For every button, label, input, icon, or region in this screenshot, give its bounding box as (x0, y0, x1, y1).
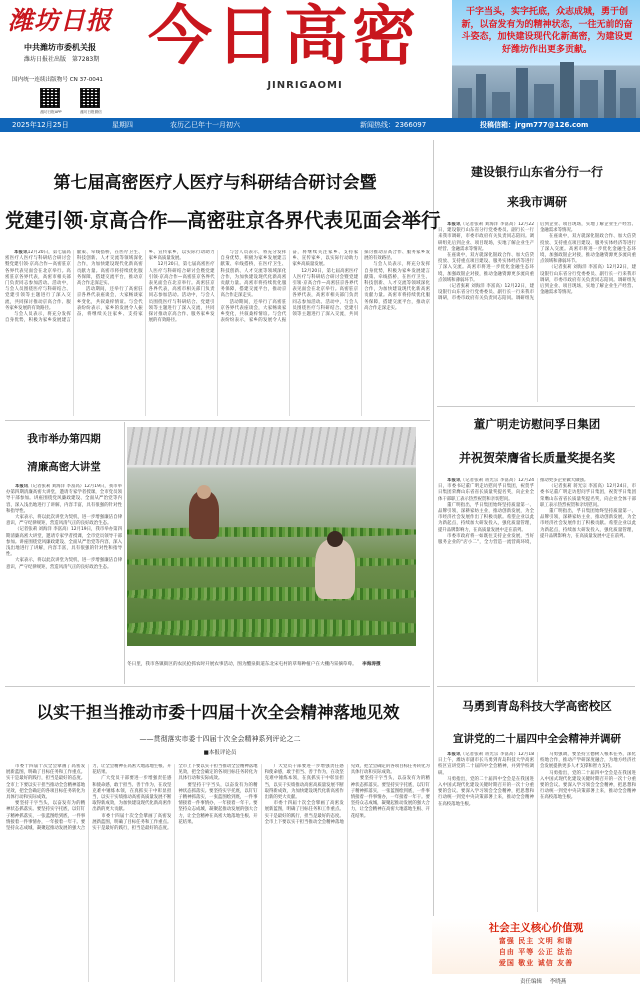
caption-text: 冬日里，我市各镇街区的农民抢抓农时开展农事活动，图为醴泉街道东北宋屯村的草莓种植户在大棚内采摘草莓。 (127, 662, 357, 667)
qr-wechat-label: 潍坊日报微信 (80, 110, 102, 114)
news-hotline: 新闻热线：2366097 (360, 121, 427, 129)
issue-number: 第7283期 (71, 56, 100, 63)
editor-name: 李晓燕 (549, 979, 567, 985)
info-bar (0, 118, 640, 132)
ccb-headline-2: 来我市调研 (506, 195, 567, 209)
ccb-article-body: 本报讯（记者张莉 刘海洋 李富高）12月22日，建设银行山东省分行党委委员、副行长一行来我市调研，市委市政府有关负责同志陪同。调研组先后到企业、项目现场，实地了解企业生产经营、金融需求等情况。 在座谈中，双方就深化银政合作、加大信贷投放、支持重点项目建设、服务实体经济等进行了深入交流。高密市将进一步优化金融生态环境，加强政银企对接，推动金融资源更多流向重点领域和薄弱环节。 （记者张莉 刘海洋 李富高）12月22日，建设银行山东省分行党委委员、副行长一行来我市调研，市委市政府有关负责同志陪同。调研组先后到企业、项目现场，实地了解企业生产经营、金融需求等情况。 在座谈中，双方就深化银政合作、加大信贷投放、支持重点项目建设、服务实体经济等进行了深入交流。高密市将进一步优化金融生态环境，加强政银企对接，推动金融资源更多流向重点领域和薄弱环节。 （记者张莉 刘海洋 李富高）12月22日，建设银行山东省分行党委委员、副行长一行来我市调研，市委市政府有关负责同志陪同。调研组先后到企业、项目现场，实地了解企业生产经营、金融需求等情况。 (438, 222, 636, 302)
issue-date: 2025年12月25日 (12, 121, 69, 129)
dong-byline: 本报讯 (447, 478, 461, 483)
editorial-subtitle: ——贯彻落实市委十四届十次全会精神系列评论之二 (139, 735, 301, 743)
lead-byline: 本报讯 (14, 250, 28, 255)
section-pinyin: JINRIGAOMI (267, 80, 343, 91)
clean-byline: 本报讯 (15, 484, 29, 489)
clean-headline-1: 我市举办第四期 (27, 433, 101, 445)
lunar-date: 农历乙巳年十一月初六 (170, 121, 240, 129)
photo-caption (127, 662, 427, 669)
ccb-headline-1: 建设银行山东省分行一行 (470, 165, 603, 179)
core-values-title: 社会主义核心价值观 (488, 922, 584, 934)
core-values-line-1: 富强 民主 文明 和谐 (498, 937, 574, 945)
submission-email: 投稿信箱：jrgm777@126.com (480, 121, 589, 129)
newspaper-logo: 潍坊日报 (8, 6, 113, 35)
weekday: 星期四 (112, 121, 133, 129)
strawberry-greenhouse-photo (127, 427, 416, 646)
lead-kicker: 第七届高密医疗人医疗与科研结合研讨会暨 (53, 173, 377, 192)
section-title: 今日高密 (148, 0, 420, 74)
core-values-line-3: 爱国 敬业 诚信 友善 (498, 959, 574, 967)
banner-slogan: 干字当头，实字托底，众志成城，勇于创新，以奋发有为的精神状态，一往无前的奋斗姿态，加快建设现代化新高密，为建设更好潍坊作出更多贡献。 (461, 7, 633, 55)
slogan-banner (452, 0, 640, 118)
editorial-author: ■本报评论员 (203, 750, 237, 756)
ma-headline-1: 马勇到青岛科技大学高密校区 (462, 701, 612, 713)
ma-byline: 本报讯 (447, 752, 461, 757)
ma-headline-2: 宣讲党的二十届四中全会精神并调研 (453, 733, 621, 745)
dong-headline-1: 董广明走访慰问孚日集团 (473, 419, 601, 431)
photo-credit: 李海涛摄 (362, 662, 381, 667)
editor-label: 责任编辑 (520, 979, 543, 985)
qr-code-wechat-icon[interactable] (80, 88, 100, 108)
clean-headline-2: 清廉高密大讲堂 (27, 461, 101, 473)
core-values-box (432, 918, 640, 974)
lead-article-body: 本报讯12月20日，第七届高密医疗人医疗与科研结合研讨会暨党建引领·京高合作—高密驻京各界代表见面会在北京举行。高密驻京各界代表，高密市相关部门负责同志参加活动。活动中，与会人员围绕医疗与科研结合、党建引领等主题进行了深入交流，共同探讨推动京高合作、服务家乡发展的有效路径。 与会人员表示，将充分发挥自身优势，积极为家乡发展建言献策、牵线搭桥，在医疗卫生、科技创新、人才交流等领域深化合作，为加快建设现代化新高密贡献力量。高密市将持续优化服务保障，搭建交流平台，推动京高合作走深走实。 活动期间，还举行了高密驻京各界代表座谈会，大家畅谈家乡变化，共叙桑梓情谊。与会代表纷纷表示，家乡的发展令人振奋，将继续关注家乡、支持家乡、宣传家乡，以实际行动助力家乡高质量发展。 12月20日，第七届高密医疗人医疗与科研结合研讨会暨党建引领·京高合作—高密驻京各界代表见面会在北京举行。高密驻京各界代表，高密市相关部门负责同志参加活动。活动中，与会人员围绕医疗与科研结合、党建引领等主题进行了深入交流，共同探讨推动京高合作、服务家乡发展的有效路径。 与会人员表示，将充分发挥自身优势，积极为家乡发展建言献策、牵线搭桥，在医疗卫生、科技创新、人才交流等领域深化合作，为加快建设现代化新高密贡献力量。高密市将持续优化服务保障，搭建交流平台，推动京高合作走深走实。 活动期间，还举行了高密驻京各界代表座谈会，大家畅谈家乡变化，共叙桑梓情谊。与会代表纷纷表示，家乡的发展令人振奋，将继续关注家乡、支持家乡、宣传家乡，以实际行动助力家乡高质量发展。 12月20日，第七届高密医疗人医疗与科研结合研讨会暨党建引领·京高合作—高密驻京各界代表见面会在北京举行。高密驻京各界代表，高密市相关部门负责同志参加活动。活动中，与会人员围绕医疗与科研结合、党建引领等主题进行了深入交流，共同探讨推动京高合作、服务家乡发展的有效路径。 与会人员表示，将充分发挥自身优势，积极为家乡发展建言献策、牵线搭桥，在医疗卫生、科技创新、人才交流等领域深化合作，为加快建设现代化新高密贡献力量。高密市将持续优化服务保障，搭建交流平台，推动京高合作走深走实。 (5, 250, 430, 324)
publisher-line (24, 54, 134, 63)
editorial-body: 市委十四届十次全会擘画了高密发展新蓝图，明确了目标任务和工作重点。实干是最好的践行，担当是最好的态度。全市上下要以实干担当推动全会精神落地见效，把全会确定的各项目标任务转化为具体行动和实际成效。 要坚持干字当头，以奋发有为的精神状态抓落实。要坚持实字托底，以钉钉子精神抓落实，一张蓝图绘到底，一件事情接着一件事情办，一年接着一年干。要坚持众志成城，凝聚起推动发展的强大合力，让全会精神在高密大地落地生根、开花结果。 广大党员干部要进一步增强责任感和使命感，敢于担当、善于作为，在攻坚克难中锤炼本领，在真抓实干中彰显担当，以实干实绩推动高密高质量发展不断取得新成效，为加快建设现代化新高密作出新的更大贡献。 市委十四届十次全会擘画了高密发展新蓝图，明确了目标任务和工作重点。实干是最好的践行，担当是最好的态度。全市上下要以实干担当推动全会精神落地见效，把全会确定的各项目标任务转化为具体行动和实际成效。 要坚持干字当头，以奋发有为的精神状态抓落实。要坚持实字托底，以钉钉子精神抓落实，一张蓝图绘到底，一件事情接着一件事情办，一年接着一年干。要坚持众志成城，凝聚起推动发展的强大合力，让全会精神在高密大地落地生根、开花结果。 广大党员干部要进一步增强责任感和使命感，敢于担当、善于作为，在攻坚克难中锤炼本领，在真抓实干中彰显担当，以实干实绩推动高密高质量发展不断取得新成效，为加快建设现代化新高密作出新的更大贡献。 市委十四届十次全会擘画了高密发展新蓝图，明确了目标任务和工作重点。实干是最好的践行，担当是最好的态度。全市上下要以实干担当推动全会精神落地见效，把全会确定的各项目标任务转化为具体行动和实际成效。 要坚持干字当头，以奋发有为的精神状态抓落实。要坚持实字托底，以钉钉子精神抓落实，一张蓝图绘到底，一件事情接着一件事情办，一年接着一年干。要坚持众志成城，凝聚起推动发展的强大合力，让全会精神在高密大地落地生根、开花结果。 (6, 764, 430, 832)
dong-headline-2: 并祝贺荣膺省长质量奖提名奖 (458, 451, 615, 465)
clean-article-body: 本报讯（记者张莉 刘海洋 李富高）12月19日，我市举办第四期清廉高密大讲堂，邀请专家学者授课，全市党员领导干部参加。讲座围绕党风廉政建设、全面从严治党等内容，深入浅出地进行了讲解，内容丰富，具有很强的针对性和指导性。 大家表示，将以此次讲堂为契机，进一步增强廉洁自律意识，严守纪律规矩，营造风清气正的良好政治生态。 （记者张莉 刘海洋 李富高）12月19日，我市举办第四期清廉高密大讲堂，邀请专家学者授课，全市党员领导干部参加。讲座围绕党风廉政建设、全面从严治党等内容，深入浅出地进行了讲解，内容丰富，具有很强的针对性和指导性。 大家表示，将以此次讲堂为契机，进一步增强廉洁自律意识，严守纪律规矩，营造风清气正的良好政治生态。 (6, 484, 122, 570)
cn-number: 国内统一连续出版物号 CN 37-0041 (12, 77, 103, 83)
footer-editor (520, 977, 630, 985)
qr-code-app-icon[interactable] (40, 88, 60, 108)
core-values-line-2: 自由 平等 公正 法治 (498, 948, 574, 956)
qr-app-label: 潍坊日报APP (40, 110, 62, 114)
sponsor-line: 中共潍坊市委机关报 (24, 43, 96, 52)
ma-article-body: 本报讯（记者张莉 蒋光宗 李富高）12月18日上午，潍坊市副市长马勇到青岛科技大学高密校区宣讲党的二十届四中全会精神，并到学校调研。 马勇指出，党的二十届四中全会是在我国进入中国式现代化建设关键时期召开的一次十分重要的会议。要深入学习领会全会精神，把思想和行动统一到党中央决策部署上来，推动全会精神在高校落地生根。 马勇强调，要坚持立德树人根本任务，深化校地合作，推动产学研深度融合，为地方经济社会发展提供更多人才支撑和智力支持。 马勇指出，党的二十届四中全会是在我国进入中国式现代化建设关键时期召开的一次十分重要的会议。要深入学习领会全会精神，把思想和行动统一到党中央决策部署上来，推动全会精神在高校落地生根。 (438, 752, 636, 807)
ccb-byline: 本报讯 (447, 222, 461, 227)
publisher-text: 潍坊日报社出版 (24, 56, 67, 63)
lead-headline: 党建引领·京高合作—高密驻京各界代表见面会举行 (5, 210, 441, 232)
dong-article-body: 本报讯（记者张莉 蒋光宗 李富高）12月24日，市委书记董广明走访慰问孚日集团，祝贺孚日集团荣膺山东省省长质量奖提名奖，向企业全体干部职工表示热烈祝贺和亲切慰问。 董广明指出，孚日集团始终坚持质量第一、品牌引领，深耕家纺主业，推动创新发展，为全市经济社会发展作出了积极贡献。希望企业以此为新起点，持续加大研发投入，强化质量管理，提升品牌影响力，在高质量发展中走在前列。 市委市政府将一如既往支持企业发展，当好服务企业的“店小二”，全力营造一流营商环境，推动更多企业做大做强。 （记者张莉 蒋光宗 李富高）12月24日，市委书记董广明走访慰问孚日集团，祝贺孚日集团荣膺山东省省长质量奖提名奖，向企业全体干部职工表示热烈祝贺和亲切慰问。 董广明指出，孚日集团始终坚持质量第一、品牌引领，深耕家纺主业，推动创新发展，为全市经济社会发展作出了积极贡献。希望企业以此为新起点，持续加大研发投入，强化质量管理，提升品牌影响力，在高质量发展中走在前列。 (438, 478, 636, 546)
editorial-headline: 以实干担当推动市委十四届十次全会精神落地见效 (36, 704, 400, 722)
